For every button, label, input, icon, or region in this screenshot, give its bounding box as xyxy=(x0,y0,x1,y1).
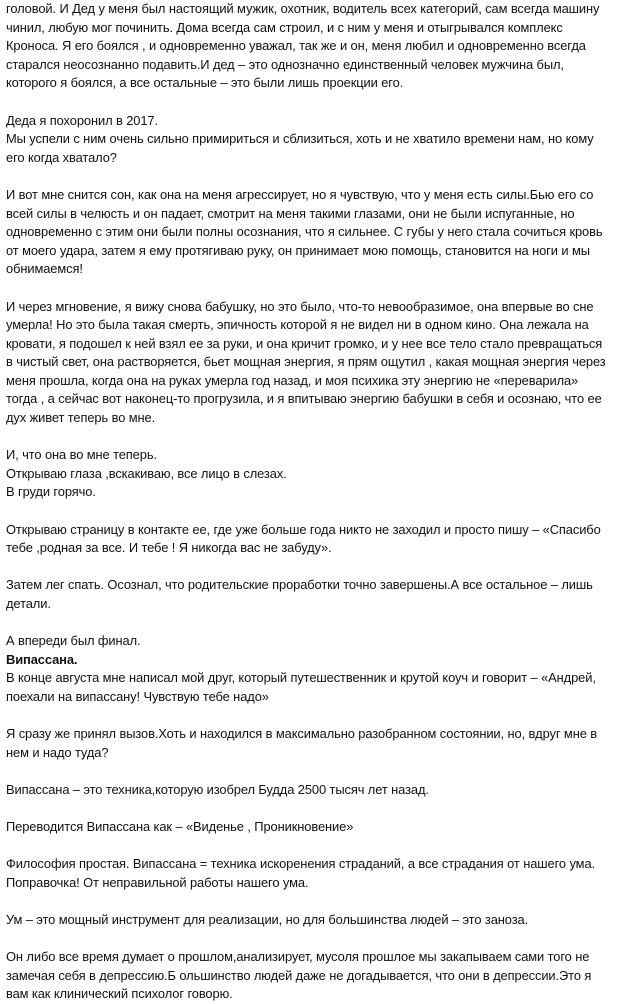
section-heading: Випассана. xyxy=(6,651,78,667)
paragraph-technique: Випассана – это техника,которую изобрел Будда 2500 тысяч лет назад. xyxy=(6,781,429,797)
paragraph-grandfather: головой. И Дед у меня был настоящий мужик, охотник, водитель всех категорий, сам всегда машину чинил, любую мог починить. Дома всегда сам строил, и с ним у меня и отыгрывался комплекс Кроноса. Я его боялся , и одновременно уважал, так же и он, меня любил и одновременно всегда старался неосознанно подавить.И дед – это однозначно единственный человек мужчина был, которого я боялся, а все остальные – это были лишь проекции его. xyxy=(6,1,600,91)
paragraph-challenge: Я сразу же принял вызов.Хоть и находился в максимально разобранном состоянии, но, вдруг мне в нем и надо туда? xyxy=(6,726,598,760)
paragraph-funeral xyxy=(6,112,612,168)
paragraph-grandmother: И через мгновение, я вижу снова бабушку, но это было, что-то невообразимое, она впервые во сне умерла! Но это была такая смерть, эпичность которой я не видел ни в одном кино. Она лежала на кровати, я подошел к ней взял ее за руки, и она кричит громко, и у нее все тело стало превращаться в чистый свет, она растворяется, бьет мощная энергия, я прям ощутил , какая мощная энергия через меня прошла, когда она на руках умерла год назад, и моя психика эту энергию не «переварила» тогда , а сейчас вот наконец-то прогрузила, и я впитываю энергию бабушки в себя и осознаю, что ее дух живет теперь во мне. xyxy=(6,298,606,426)
paragraph-invitation: В конце августа мне написал мой друг, который путешественник и крутой коуч и говорит – «Андрей, поехали на випассану! Чувствую тебе надо» xyxy=(6,670,596,704)
paragraph-philosophy: Философия простая. Випассана = техника искоренения страданий, а все страдания от нашего ума. Поправочка! От неправильной работы нашего ума. xyxy=(6,856,596,890)
paragraph-final: А впереди был финал. xyxy=(6,633,141,649)
paragraph-awakening xyxy=(6,446,612,502)
text-line: Деда я похоронил в 2017. xyxy=(6,112,158,128)
text-line: Открываю глаза ,вскакиваю, все лицо в слезах. xyxy=(6,465,287,481)
paragraph-translation: Переводится Випассана как – «Виденье , Проникновение» xyxy=(6,819,354,835)
paragraph-sleep: Затем лег спать. Осознал, что родительские проработки точно завершены.А все остальное – лишь детали. xyxy=(6,577,593,611)
paragraph-depression: Он либо все время думает о прошлом,анализирует, мусоля прошлое мы закапываем сами того не замечая себя в депрессию.Б ольшинство людей даже не догадывается, что они в депрессии.Это я вам как клинический психолог говорю. xyxy=(6,949,592,1002)
text-line: В груди горячо. xyxy=(6,484,96,500)
paragraph-dream: И вот мне снится сон, как она на меня агрессирует, но я чувствую, что у меня есть силы.Бью его со всей силы в челюсть и он падает, смотрит на меня такими глазами, они не были испуганные, но одновременно с этим они были полны осознания, что я сильнее. С губы у него стала сочиться кровь от моего удара, затем я ему протягиваю руку, он принимает мою помощь, становится на ноги и мы обнимаемся! xyxy=(6,186,603,277)
text-line: И, что она во мне теперь. xyxy=(6,447,157,463)
paragraph-mind: Ум – это мощный инструмент для реализации, но для большинства людей – это заноза. xyxy=(6,912,529,928)
text-line: Мы успели с ним очень сильно примириться и сблизиться, хоть и не хватило времени нам, но кому его когда хватало? xyxy=(6,131,594,165)
paragraph-message: Открываю страницу в контакте ее, где уже больше года никто не заходил и просто пишу – «Спасибо тебе ,родная за все. И тебе ! Я никогда вас не забуду». xyxy=(6,521,601,556)
